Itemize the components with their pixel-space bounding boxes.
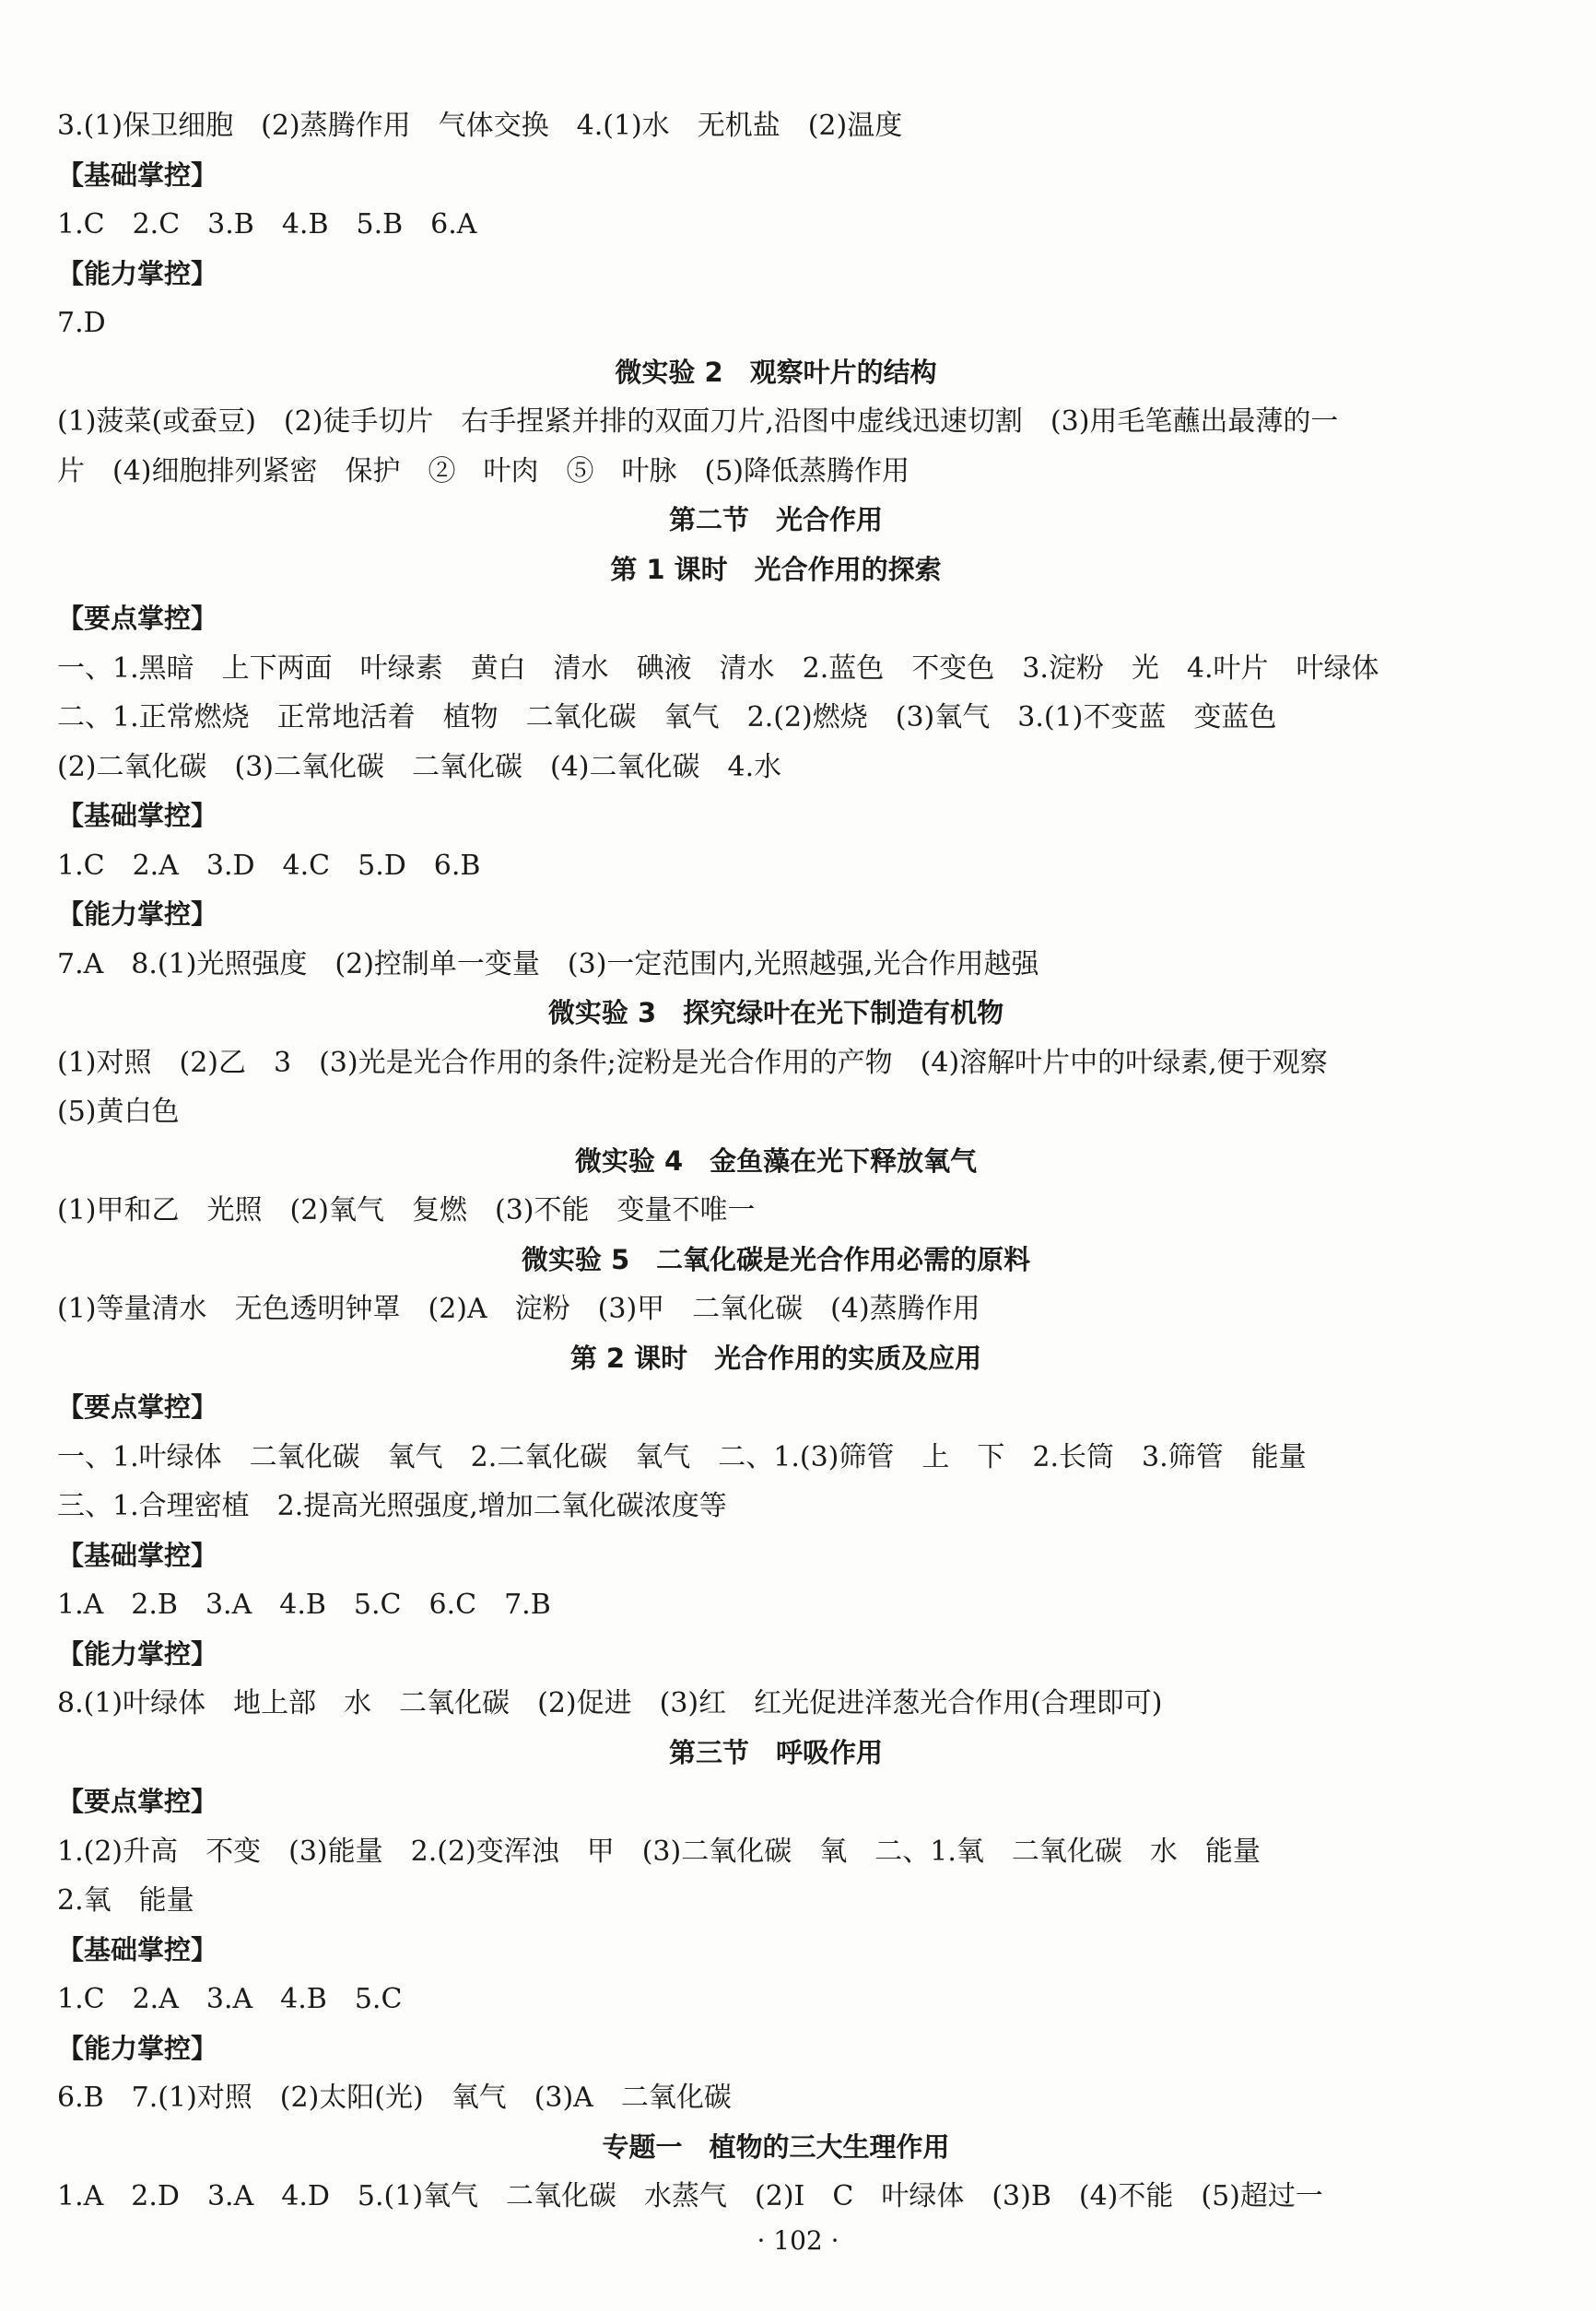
answer-page: [57, 101, 1495, 2222]
answer-line: 3.(1)保卫细胞 (2)蒸腾作用 气体交换 4.(1)水 无机盐 (2)温度: [57, 110, 903, 142]
section-heading: 【要点掌控】: [57, 1786, 218, 1817]
lesson-title: 微实验 4 金鱼藻在光下释放氧气: [574, 1144, 978, 1177]
answer-line: (2)二氧化碳 (3)二氧化碳 二氧化碳 (4)二氧化碳 4.水: [57, 750, 782, 783]
section-heading: 【能力掌控】: [57, 898, 218, 930]
answer-line: (5)黄白色: [57, 1096, 180, 1128]
section-heading: 【能力掌控】: [57, 1637, 218, 1670]
answer-line: 二、1.正常燃烧 正常地活着 植物 二氧化碳 氧气 2.(2)燃烧 (3)氧气 3.(1)不变蓝 变蓝色: [57, 701, 1277, 733]
section-heading: 【基础掌控】: [57, 800, 218, 831]
section-heading: 【能力掌控】: [57, 257, 218, 289]
answer-line: 1.A 2.B 3.A 4.B 5.C 6.C 7.B: [57, 1589, 551, 1621]
lesson-title: 第 2 课时 光合作用的实质及应用: [569, 1342, 982, 1374]
section-heading: 【能力掌控】: [57, 2032, 218, 2064]
section-heading: 【基础掌控】: [57, 158, 218, 191]
answer-line: (1)等量清水 无色透明钟罩 (2)A 淀粉 (3)甲 二氧化碳 (4)蒸腾作用: [57, 1293, 980, 1325]
answer-line: 片 (4)细胞排列紧密 保护 ② 叶肉 ⑤ 叶脉 (5)降低蒸腾作用: [57, 454, 909, 487]
lesson-title: 专题一 植物的三大生理作用: [602, 2130, 950, 2163]
answer-line: 1.C 2.C 3.B 4.B 5.B 6.A: [57, 208, 477, 240]
answer-line: 一、1.叶绿体 二氧化碳 氧气 2.二氧化碳 氧气 二、1.(3)筛管 上 下 2.长筒 3.筛管 能量: [57, 1440, 1307, 1473]
section-heading: 【基础掌控】: [57, 1933, 218, 1965]
answer-line: (1)对照 (2)乙 3 (3)光是光合作用的条件;淀粉是光合作用的产物 (4)溶解叶片中的叶绿素,便于观察: [57, 1046, 1328, 1079]
lesson-title: 微实验 2 观察叶片的结构: [615, 356, 937, 388]
section-heading: 【基础掌控】: [57, 1539, 218, 1571]
lesson-title: 第 1 课时 光合作用的探索: [610, 553, 942, 585]
page-number: · 102 ·: [757, 2225, 839, 2256]
answer-line: 一、1.黑暗 上下两面 叶绿素 黄白 清水 碘液 清水 2.蓝色 不变色 3.淀粉 光 4.叶片 叶绿体: [57, 651, 1379, 685]
answer-line: 8.(1)叶绿体 地上部 水 二氧化碳 (2)促进 (3)红 红光促进洋葱光合作用(合理即可): [57, 1687, 1163, 1719]
answer-line: (1)甲和乙 光照 (2)氧气 复燃 (3)不能 变量不唯一: [57, 1194, 756, 1226]
answer-line: 三、1.合理密植 2.提高光照强度,增加二氧化碳浓度等: [57, 1490, 727, 1522]
answer-line: 1.(2)升高 不变 (3)能量 2.(2)变浑浊 甲 (3)二氧化碳 氧 二、1.氧 二氧化碳 水 能量: [57, 1835, 1261, 1868]
answer-line: 7.D: [57, 307, 106, 339]
lesson-title: 微实验 5 二氧化碳是光合作用必需的原料: [521, 1243, 1031, 1275]
answer-line: 1.C 2.A 3.D 4.C 5.D 6.B: [57, 849, 481, 882]
answer-line: 1.C 2.A 3.A 4.B 5.C: [57, 1983, 403, 2015]
lesson-title: 第三节 呼吸作用: [668, 1736, 883, 1768]
answer-line: (1)菠菜(或蚕豆) (2)徒手切片 右手捏紧并排的双面刀片,沿图中虚线迅速切割 (3)用毛笔蘸出最薄的一: [57, 405, 1339, 438]
lesson-title: 微实验 3 探究绿叶在光下制造有机物: [547, 997, 1004, 1028]
section-heading: 【要点掌控】: [57, 603, 218, 634]
answer-line: 6.B 7.(1)对照 (2)太阳(光) 氧气 (3)A 二氧化碳: [57, 2082, 732, 2114]
answer-line: 2.氧 能量: [57, 1884, 194, 1917]
answer-line: 1.A 2.D 3.A 4.D 5.(1)氧气 二氧化碳 水蒸气 (2)Ⅰ C 叶绿体 (3)B (4)不能 (5)超过一: [57, 2180, 1323, 2212]
section-heading: 【要点掌控】: [57, 1391, 218, 1423]
answer-line: 7.A 8.(1)光照强度 (2)控制单一变量 (3)一定范围内,光照越强,光合作用越强: [57, 947, 1039, 980]
lesson-title: 第二节 光合作用: [668, 504, 883, 535]
